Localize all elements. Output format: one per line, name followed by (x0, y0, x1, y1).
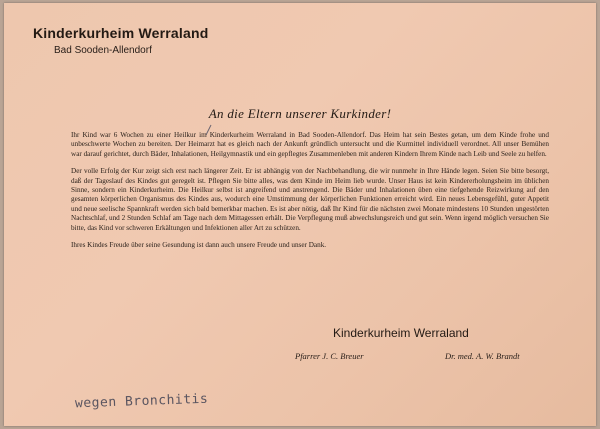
letterhead-title: Kinderkurheim Werraland (33, 25, 209, 41)
signature-doctor: Dr. med. A. W. Brandt (445, 351, 520, 361)
paragraph: Ihr Kind war 6 Wochen zu einer Heilkur im Kinderkurheim Werraland in Bad Sooden-Allendorf. Das Heim hat sein Bestes getan, um dem Kinde frohe und unbeschwerte Wochen zu bereiten. Der Heimarzt hat es gleich nach der Ankunft gründlich untersucht und die Kurmittel individuell verordnet. All unser Bemühen war darauf gerichtet, durch Bäder, Inhalationen, Heilgymnastik und ein gepflegtes Zusammenleben mit anderen Kindern Ihrem Kinde nach Leib und Seele zu helfen. (71, 131, 549, 158)
paragraph: Ihres Kindes Freude über seine Gesundung ist dann auch unsere Freude und unser Dank. (71, 241, 327, 250)
signature-pastor: Pfarrer J. C. Breuer (295, 351, 364, 361)
paragraph: Der volle Erfolg der Kur zeigt sich erst nach längerer Zeit. Er ist abhängig von der Nachbehandlung, die wir nunmehr in Ihre Hände legen. Seien Sie bitte besorgt, daß der Tageslauf des Kindes gut geregelt ist. Pflegen Sie bitte alles, was dem Kinde im Heim lieb wurde. Unser Haus ist kein Kindererholungsheim im üblichen Sinne, sondern ein Kinderkurheim. Die Heilkur selbst ist angreifend und anstrengend. Die Bäder und Inhalationen üben eine tiefgehende Reizwirkung auf den gesamten körperlichen Organismus des Kindes aus, wodurch eine Umstimmung der körperlichen Funktionen erreicht wird. Ein neues Lebensgefühl, guter Appetit und neue seelische Spannkraft werden sich bald bemerkbar machen. Es ist aber nötig, daß Ihr Kind für die nächsten zwei Monate mindestens 10 Stunden ungestörten Nachtschlaf, und 2 Stunden Schlaf am Tage nach dem Mittagessen erhält. Die Verpflegung muß abwechslungsreich und gut sein. Wenn irgend möglich versuchen Sie bitte, das Kind vor schweren Erkältungen und Infektionen aller Art zu schützen. (71, 167, 549, 232)
handwritten-note: wegen Bronchitis (74, 391, 209, 412)
letter-page (4, 3, 596, 426)
letter-body (71, 131, 549, 250)
letter-heading: An die Eltern unserer Kurkinder! (208, 106, 392, 121)
signature-organization: Kinderkurheim Werraland (333, 326, 469, 340)
letterhead-subtitle: Bad Sooden-Allendorf (54, 45, 152, 56)
